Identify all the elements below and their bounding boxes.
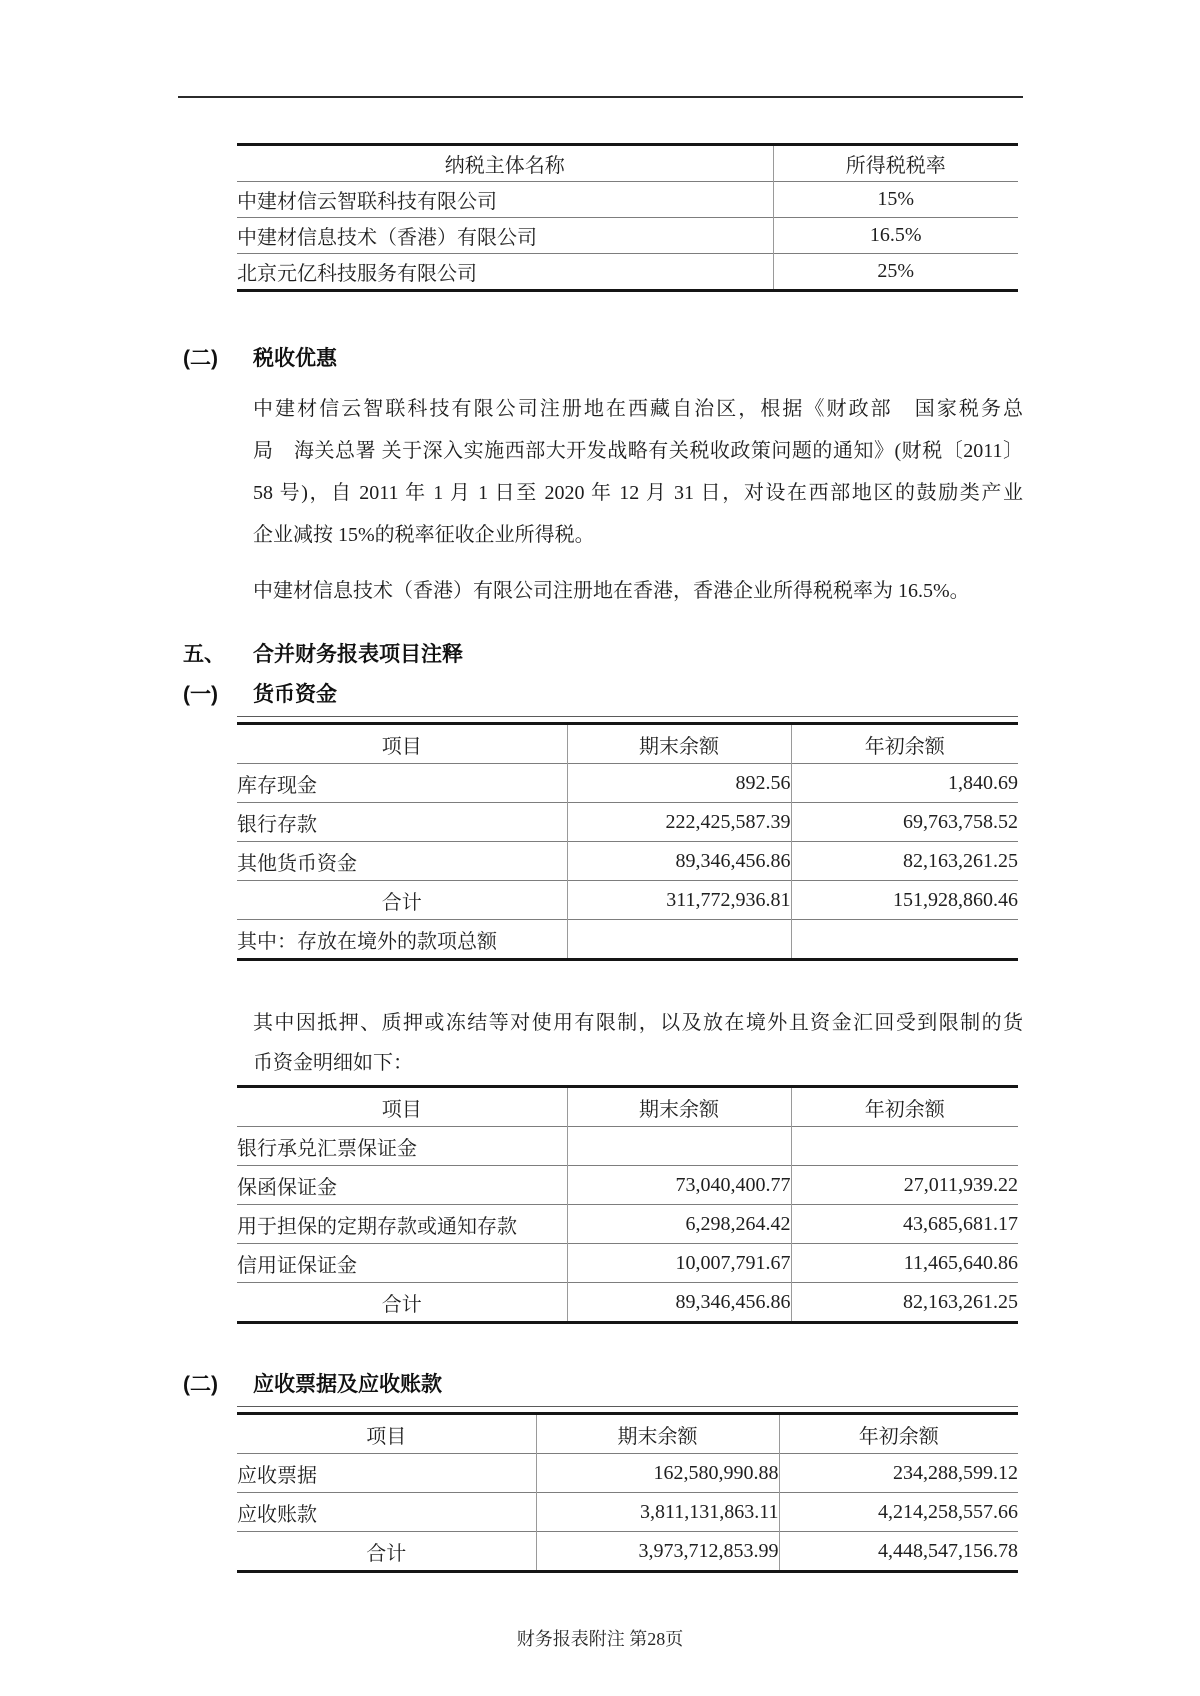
paragraph-line: 58 号)，自 2011 年 1 月 1 日至 2020 年 12 月 31 日，对设在西部地区的鼓励类产业 [253, 482, 1023, 504]
section-title: 税收优惠 [253, 347, 337, 370]
column-header-beginning-balance: 年初余额 [791, 1087, 1018, 1127]
beginning-balance: 234,288,599.12 [779, 1454, 1018, 1493]
monetary-funds-heading [0, 680, 1200, 710]
table-row [237, 803, 1018, 842]
table-row [237, 182, 1018, 218]
column-header-ending-balance: 期末余额 [567, 1087, 791, 1127]
restricted-funds-table [237, 1085, 1018, 1324]
item-label: 信用证保证金 [237, 1254, 357, 1277]
ending-balance [567, 1127, 791, 1166]
column-header-item: 项目 [381, 1098, 422, 1121]
table-header-row [237, 724, 1018, 764]
beginning-balance: 1,840.69 [791, 764, 1018, 803]
column-header-beginning-balance: 年初余额 [779, 1414, 1018, 1454]
receivables-table [237, 1412, 1018, 1573]
table-row [237, 764, 1018, 803]
paragraph-line: 局 海关总署 关于深入实施西部大开发战略有关税收政策问题的通知》(财税〔2011〕 [253, 440, 1023, 462]
ending-balance: 73,040,400.77 [567, 1166, 791, 1205]
item-label: 库存现金 [237, 774, 317, 797]
table-row [237, 254, 1018, 291]
section5-heading [0, 640, 1200, 670]
taxpayer-name: 北京元亿科技服务有限公司 [237, 263, 477, 285]
table-total-row [237, 1532, 1018, 1572]
table-total-row [237, 881, 1018, 920]
table-row [237, 842, 1018, 881]
section-label: (一) [183, 683, 218, 706]
ending-balance: 222,425,587.39 [567, 803, 791, 842]
taxpayer-name: 中建材信息技术（香港）有限公司 [237, 227, 537, 249]
table-total-row [237, 1283, 1018, 1323]
beginning-balance: 69,763,758.52 [791, 803, 1018, 842]
ending-balance: 311,772,936.81 [567, 881, 791, 920]
column-header-income-tax-rate: 所得税税率 [773, 145, 1018, 182]
monetary-funds-heading-underline [237, 716, 1018, 717]
section-title: 货币资金 [253, 683, 337, 706]
table-header-row [237, 1087, 1018, 1127]
ending-balance: 6,298,264.42 [567, 1205, 791, 1244]
ending-balance: 3,811,131,863.11 [536, 1493, 779, 1532]
tax-preference-paragraph-1 [253, 388, 1023, 556]
section-title: 合并财务报表项目注释 [253, 643, 463, 666]
item-label: 用于担保的定期存款或通知存款 [237, 1215, 517, 1238]
item-label: 银行承兑汇票保证金 [237, 1137, 417, 1160]
ending-balance: 162,580,990.88 [536, 1454, 779, 1493]
beginning-balance: 82,163,261.25 [791, 842, 1018, 881]
table-header-row [237, 1414, 1018, 1454]
beginning-balance: 4,448,547,156.78 [779, 1532, 1018, 1572]
beginning-balance: 4,214,258,557.66 [779, 1493, 1018, 1532]
paragraph-line: 中建材信息技术（香港）有限公司注册地在香港，香港企业所得税税率为 16.5%。 [253, 580, 970, 602]
table-row [237, 1244, 1018, 1283]
beginning-balance: 27,011,939.22 [791, 1166, 1018, 1205]
receivables-heading-underline [237, 1406, 1018, 1407]
ending-balance: 10,007,791.67 [567, 1244, 791, 1283]
tax-rate: 16.5% [773, 218, 1018, 254]
paragraph-line: 企业减按 15%的税率征收企业所得税。 [253, 524, 595, 546]
ending-balance [567, 920, 791, 960]
beginning-balance: 82,163,261.25 [791, 1283, 1018, 1323]
page-footer: 财务报表附注 第28页 [516, 1629, 684, 1649]
table-row [237, 1454, 1018, 1493]
ending-balance: 89,346,456.86 [567, 842, 791, 881]
item-label: 银行存款 [237, 813, 317, 836]
paragraph-line: 其中因抵押、质押或冻结等对使用有限制，以及放在境外且资金汇回受到限制的货 [253, 1012, 1023, 1034]
tax-preference-heading [0, 344, 1200, 374]
ending-balance: 89,346,456.86 [567, 1283, 791, 1323]
restricted-funds-intro [253, 1003, 1023, 1083]
item-label: 应收票据 [237, 1464, 317, 1487]
table-row [237, 920, 1018, 960]
column-header-ending-balance: 期末余额 [536, 1414, 779, 1454]
tax-rate-table [237, 143, 1018, 292]
item-label: 其中：存放在境外的款项总额 [237, 930, 497, 953]
item-label: 保函保证金 [237, 1176, 337, 1199]
beginning-balance: 43,685,681.17 [791, 1205, 1018, 1244]
beginning-balance: 11,465,640.86 [791, 1244, 1018, 1283]
beginning-balance [791, 1127, 1018, 1166]
monetary-funds-table [237, 722, 1018, 961]
table-row [237, 218, 1018, 254]
column-header-beginning-balance: 年初余额 [791, 724, 1018, 764]
taxpayer-name: 中建材信云智联科技有限公司 [237, 191, 497, 213]
total-label: 合计 [366, 1542, 407, 1565]
tax-rate: 25% [773, 254, 1018, 291]
item-label: 其他货币资金 [237, 852, 357, 875]
tax-rate: 15% [773, 182, 1018, 218]
section-label: (二) [183, 1373, 218, 1396]
table-row [237, 1493, 1018, 1532]
ending-balance: 3,973,712,853.99 [536, 1532, 779, 1572]
section-label: 五、 [183, 643, 225, 666]
total-label: 合计 [381, 891, 422, 914]
receivables-heading [0, 1370, 1200, 1400]
total-label: 合计 [381, 1293, 422, 1316]
column-header-ending-balance: 期末余额 [567, 724, 791, 764]
table-header-row [237, 145, 1018, 182]
item-label: 应收账款 [237, 1503, 317, 1526]
table-row [237, 1205, 1018, 1244]
paragraph-line: 中建材信云智联科技有限公司注册地在西藏自治区，根据《财政部 国家税务总 [253, 398, 1023, 420]
column-header-item: 项目 [366, 1425, 407, 1448]
column-header-taxpayer-name: 纳税主体名称 [444, 155, 565, 177]
section-label: (二) [183, 347, 218, 370]
beginning-balance: 151,928,860.46 [791, 881, 1018, 920]
column-header-item: 项目 [381, 735, 422, 758]
section-title: 应收票据及应收账款 [253, 1373, 442, 1396]
table-row [237, 1127, 1018, 1166]
beginning-balance [791, 920, 1018, 960]
paragraph-line: 币资金明细如下： [253, 1052, 413, 1074]
ending-balance: 892.56 [567, 764, 791, 803]
page-header-rule [178, 96, 1023, 98]
table-row [237, 1166, 1018, 1205]
tax-preference-paragraph-2 [253, 570, 1023, 612]
